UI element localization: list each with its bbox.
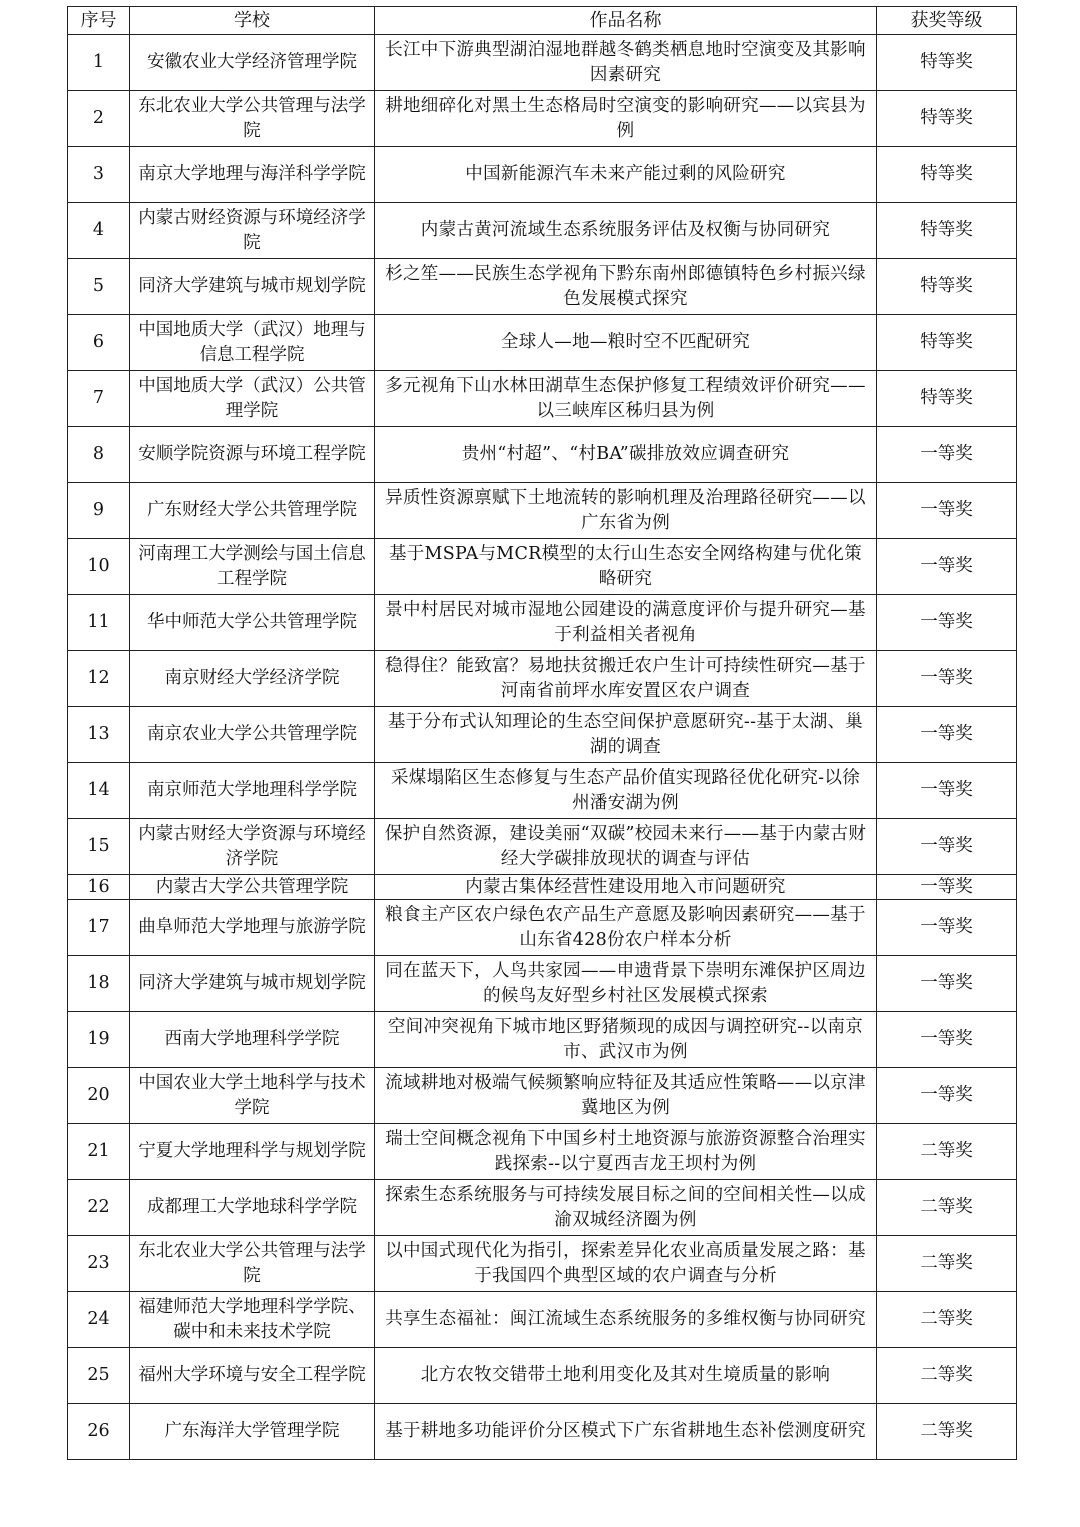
cell-school: 福建师范大学地理科学学院、碳中和未来技术学院 xyxy=(130,1292,375,1348)
cell-number: 17 xyxy=(68,900,130,956)
award-table xyxy=(67,6,1017,1460)
table-body xyxy=(68,35,1017,1460)
cell-award: 一等奖 xyxy=(877,595,1017,651)
cell-award: 特等奖 xyxy=(877,35,1017,91)
cell-title: 采煤塌陷区生态修复与生态产品价值实现路径优化研究-以徐州潘安湖为例 xyxy=(375,763,877,819)
cell-award: 二等奖 xyxy=(877,1292,1017,1348)
cell-number: 22 xyxy=(68,1180,130,1236)
cell-number: 8 xyxy=(68,427,130,483)
table-row xyxy=(68,91,1017,147)
header-title: 作品名称 xyxy=(375,7,877,35)
cell-number: 5 xyxy=(68,259,130,315)
cell-award: 特等奖 xyxy=(877,259,1017,315)
cell-title: 保护自然资源，建设美丽“双碳”校园未来行——基于内蒙古财经大学碳排放现状的调查与评估 xyxy=(375,819,877,875)
cell-school: 同济大学建筑与城市规划学院 xyxy=(130,956,375,1012)
cell-award: 特等奖 xyxy=(877,203,1017,259)
cell-school: 福州大学环境与安全工程学院 xyxy=(130,1348,375,1404)
table-row xyxy=(68,315,1017,371)
cell-number: 6 xyxy=(68,315,130,371)
cell-award: 一等奖 xyxy=(877,763,1017,819)
cell-school: 南京师范大学地理科学学院 xyxy=(130,763,375,819)
header-school: 学校 xyxy=(130,7,375,35)
cell-number: 21 xyxy=(68,1124,130,1180)
cell-award: 一等奖 xyxy=(877,651,1017,707)
header-number: 序号 xyxy=(68,7,130,35)
cell-title: 空间冲突视角下城市地区野猪频现的成因与调控研究--以南京市、武汉市为例 xyxy=(375,1012,877,1068)
table-row xyxy=(68,651,1017,707)
cell-title: 基于分布式认知理论的生态空间保护意愿研究--基于太湖、巢湖的调查 xyxy=(375,707,877,763)
cell-school: 南京大学地理与海洋科学学院 xyxy=(130,147,375,203)
table-row xyxy=(68,203,1017,259)
cell-title: 基于耕地多功能评价分区模式下广东省耕地生态补偿测度研究 xyxy=(375,1404,877,1460)
cell-award: 二等奖 xyxy=(877,1236,1017,1292)
cell-award: 一等奖 xyxy=(877,707,1017,763)
cell-award: 一等奖 xyxy=(877,483,1017,539)
table-row xyxy=(68,35,1017,91)
cell-number: 10 xyxy=(68,539,130,595)
cell-award: 一等奖 xyxy=(877,956,1017,1012)
cell-school: 内蒙古财经资源与环境经济学院 xyxy=(130,203,375,259)
cell-number: 25 xyxy=(68,1348,130,1404)
cell-title: 耕地细碎化对黑土生态格局时空演变的影响研究——以宾县为例 xyxy=(375,91,877,147)
cell-school: 南京财经大学经济学院 xyxy=(130,651,375,707)
cell-award: 特等奖 xyxy=(877,147,1017,203)
cell-title: 探索生态系统服务与可持续发展目标之间的空间相关性—以成渝双城经济圈为例 xyxy=(375,1180,877,1236)
cell-school: 中国农业大学土地科学与技术学院 xyxy=(130,1068,375,1124)
cell-title: 中国新能源汽车未来产能过剩的风险研究 xyxy=(375,147,877,203)
table-row xyxy=(68,259,1017,315)
cell-title: 流域耕地对极端气候频繁响应特征及其适应性策略——以京津冀地区为例 xyxy=(375,1068,877,1124)
cell-school: 东北农业大学公共管理与法学院 xyxy=(130,91,375,147)
table-row xyxy=(68,763,1017,819)
cell-number: 14 xyxy=(68,763,130,819)
table-row xyxy=(68,707,1017,763)
header-row xyxy=(68,7,1017,35)
cell-number: 7 xyxy=(68,371,130,427)
table-row xyxy=(68,875,1017,900)
cell-number: 1 xyxy=(68,35,130,91)
cell-school: 中国地质大学（武汉）地理与信息工程学院 xyxy=(130,315,375,371)
cell-school: 内蒙古大学公共管理学院 xyxy=(130,875,375,900)
cell-title: 多元视角下山水林田湖草生态保护修复工程绩效评价研究——以三峡库区秭归县为例 xyxy=(375,371,877,427)
cell-title: 共享生态福祉：闽江流域生态系统服务的多维权衡与协同研究 xyxy=(375,1292,877,1348)
cell-title: 瑞士空间概念视角下中国乡村土地资源与旅游资源整合治理实践探索--以宁夏西吉龙王坝村为例 xyxy=(375,1124,877,1180)
table-row xyxy=(68,819,1017,875)
cell-number: 26 xyxy=(68,1404,130,1460)
cell-number: 20 xyxy=(68,1068,130,1124)
cell-award: 一等奖 xyxy=(877,1012,1017,1068)
cell-school: 广东海洋大学管理学院 xyxy=(130,1404,375,1460)
cell-school: 安顺学院资源与环境工程学院 xyxy=(130,427,375,483)
table-row xyxy=(68,1292,1017,1348)
cell-award: 二等奖 xyxy=(877,1348,1017,1404)
cell-title: 杉之笙——民族生态学视角下黔东南州郎德镇特色乡村振兴绿色发展模式探究 xyxy=(375,259,877,315)
cell-title: 景中村居民对城市湿地公园建设的满意度评价与提升研究—基于利益相关者视角 xyxy=(375,595,877,651)
cell-title: 以中国式现代化为指引，探索差异化农业高质量发展之路：基于我国四个典型区域的农户调查与分析 xyxy=(375,1236,877,1292)
cell-title: 稳得住？能致富？易地扶贫搬迁农户生计可持续性研究—基于河南省前坪水库安置区农户调查 xyxy=(375,651,877,707)
cell-award: 二等奖 xyxy=(877,1180,1017,1236)
cell-number: 12 xyxy=(68,651,130,707)
cell-school: 东北农业大学公共管理与法学院 xyxy=(130,1236,375,1292)
cell-number: 4 xyxy=(68,203,130,259)
cell-school: 内蒙古财经大学资源与环境经济学院 xyxy=(130,819,375,875)
cell-title: 全球人—地—粮时空不匹配研究 xyxy=(375,315,877,371)
cell-number: 3 xyxy=(68,147,130,203)
table-row xyxy=(68,1012,1017,1068)
cell-award: 一等奖 xyxy=(877,819,1017,875)
cell-title: 同在蓝天下，人鸟共家园——申遗背景下崇明东滩保护区周边的候鸟友好型乡村社区发展模式探索 xyxy=(375,956,877,1012)
cell-school: 广东财经大学公共管理学院 xyxy=(130,483,375,539)
cell-award: 一等奖 xyxy=(877,1068,1017,1124)
cell-school: 宁夏大学地理科学与规划学院 xyxy=(130,1124,375,1180)
table-row xyxy=(68,1404,1017,1460)
cell-number: 19 xyxy=(68,1012,130,1068)
cell-number: 2 xyxy=(68,91,130,147)
table-row xyxy=(68,956,1017,1012)
table-row xyxy=(68,1236,1017,1292)
cell-school: 华中师范大学公共管理学院 xyxy=(130,595,375,651)
cell-title: 异质性资源禀赋下土地流转的影响机理及治理路径研究——以广东省为例 xyxy=(375,483,877,539)
table-row xyxy=(68,1180,1017,1236)
cell-award: 二等奖 xyxy=(877,1124,1017,1180)
table-row xyxy=(68,539,1017,595)
cell-award: 特等奖 xyxy=(877,91,1017,147)
cell-school: 中国地质大学（武汉）公共管理学院 xyxy=(130,371,375,427)
table-row xyxy=(68,900,1017,956)
cell-award: 一等奖 xyxy=(877,427,1017,483)
cell-school: 南京农业大学公共管理学院 xyxy=(130,707,375,763)
cell-number: 23 xyxy=(68,1236,130,1292)
cell-title: 内蒙古黄河流域生态系统服务评估及权衡与协同研究 xyxy=(375,203,877,259)
cell-title: 基于MSPA与MCR模型的太行山生态安全网络构建与优化策略研究 xyxy=(375,539,877,595)
cell-number: 16 xyxy=(68,875,130,900)
cell-award: 一等奖 xyxy=(877,875,1017,900)
table-row xyxy=(68,1068,1017,1124)
cell-number: 24 xyxy=(68,1292,130,1348)
cell-award: 特等奖 xyxy=(877,371,1017,427)
cell-title: 贵州“村超”、“村BA”碳排放效应调查研究 xyxy=(375,427,877,483)
header-award: 获奖等级 xyxy=(877,7,1017,35)
cell-award: 一等奖 xyxy=(877,539,1017,595)
table-row xyxy=(68,1124,1017,1180)
cell-award: 二等奖 xyxy=(877,1404,1017,1460)
cell-number: 13 xyxy=(68,707,130,763)
cell-school: 安徽农业大学经济管理学院 xyxy=(130,35,375,91)
cell-number: 11 xyxy=(68,595,130,651)
cell-award: 一等奖 xyxy=(877,900,1017,956)
table-row xyxy=(68,483,1017,539)
cell-school: 河南理工大学测绘与国土信息工程学院 xyxy=(130,539,375,595)
cell-number: 18 xyxy=(68,956,130,1012)
cell-school: 成都理工大学地球科学学院 xyxy=(130,1180,375,1236)
cell-number: 15 xyxy=(68,819,130,875)
table-row xyxy=(68,427,1017,483)
table-row xyxy=(68,1348,1017,1404)
cell-title: 内蒙古集体经营性建设用地入市问题研究 xyxy=(375,875,877,900)
cell-school: 同济大学建筑与城市规划学院 xyxy=(130,259,375,315)
cell-award: 特等奖 xyxy=(877,315,1017,371)
cell-number: 9 xyxy=(68,483,130,539)
cell-title: 粮食主产区农户绿色农产品生产意愿及影响因素研究——基于山东省428份农户样本分析 xyxy=(375,900,877,956)
table-row xyxy=(68,371,1017,427)
cell-school: 曲阜师范大学地理与旅游学院 xyxy=(130,900,375,956)
table-row xyxy=(68,147,1017,203)
table-row xyxy=(68,595,1017,651)
cell-school: 西南大学地理科学学院 xyxy=(130,1012,375,1068)
cell-title: 长江中下游典型湖泊湿地群越冬鹤类栖息地时空演变及其影响因素研究 xyxy=(375,35,877,91)
table-header xyxy=(68,7,1017,35)
cell-title: 北方农牧交错带土地利用变化及其对生境质量的影响 xyxy=(375,1348,877,1404)
